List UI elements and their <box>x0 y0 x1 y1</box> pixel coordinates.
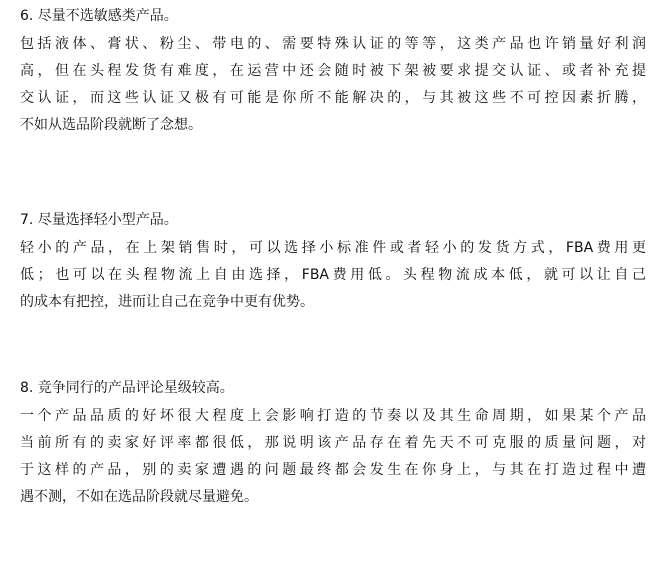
paragraph-line: 遇不测，不如在选品阶段就尽量避免。 <box>20 489 258 505</box>
paragraph-line: 轻小的产品，在上架销售时，可以选择小标准件或者轻小的发货方式，FBA费用更 <box>20 240 646 256</box>
section-sensitive-products <box>20 4 646 139</box>
section-paragraph <box>20 403 646 511</box>
section-paragraph <box>20 235 646 316</box>
section-heading: 6. 尽量不选敏感类产品。 <box>20 8 178 24</box>
paragraph-line: 的成本有把控，进而让自己在竞争中更有优势。 <box>20 294 314 310</box>
paragraph-line: 当前所有的卖家好评率都很低，那说明该产品存在着先天不可克服的质量问题，对 <box>20 435 646 451</box>
paragraph-line: 低；也可以在头程物流上自由选择，FBA费用低。头程物流成本低，就可以让自己 <box>20 267 646 283</box>
paragraph-line: 高，但在头程发货有难度，在运营中还会随时被下架被要求提交认证、或者补充提 <box>20 63 646 79</box>
section-competitor-ratings <box>20 376 646 511</box>
section-heading: 7. 尽量选择轻小型产品。 <box>20 212 178 228</box>
paragraph-line: 交认证，而这些认证又极有可能是你所不能解决的，与其被这些不可控因素折腾， <box>20 90 646 106</box>
section-heading: 8. 竞争同行的产品评论星级较高。 <box>20 380 234 396</box>
paragraph-line: 于这样的产品，别的卖家遭遇的问题最终都会发生在你身上，与其在打造过程中遭 <box>20 462 646 478</box>
paragraph-line: 不如从选品阶段就断了念想。 <box>20 117 202 133</box>
paragraph-line: 一个产品品质的好坏很大程度上会影响打造的节奏以及其生命周期，如果某个产品 <box>20 408 646 424</box>
section-paragraph <box>20 31 646 139</box>
paragraph-line: 包括液体、膏状、粉尘、带电的、需要特殊认证的等等，这类产品也许销量好利润 <box>20 36 646 52</box>
section-small-light-products <box>20 208 646 316</box>
